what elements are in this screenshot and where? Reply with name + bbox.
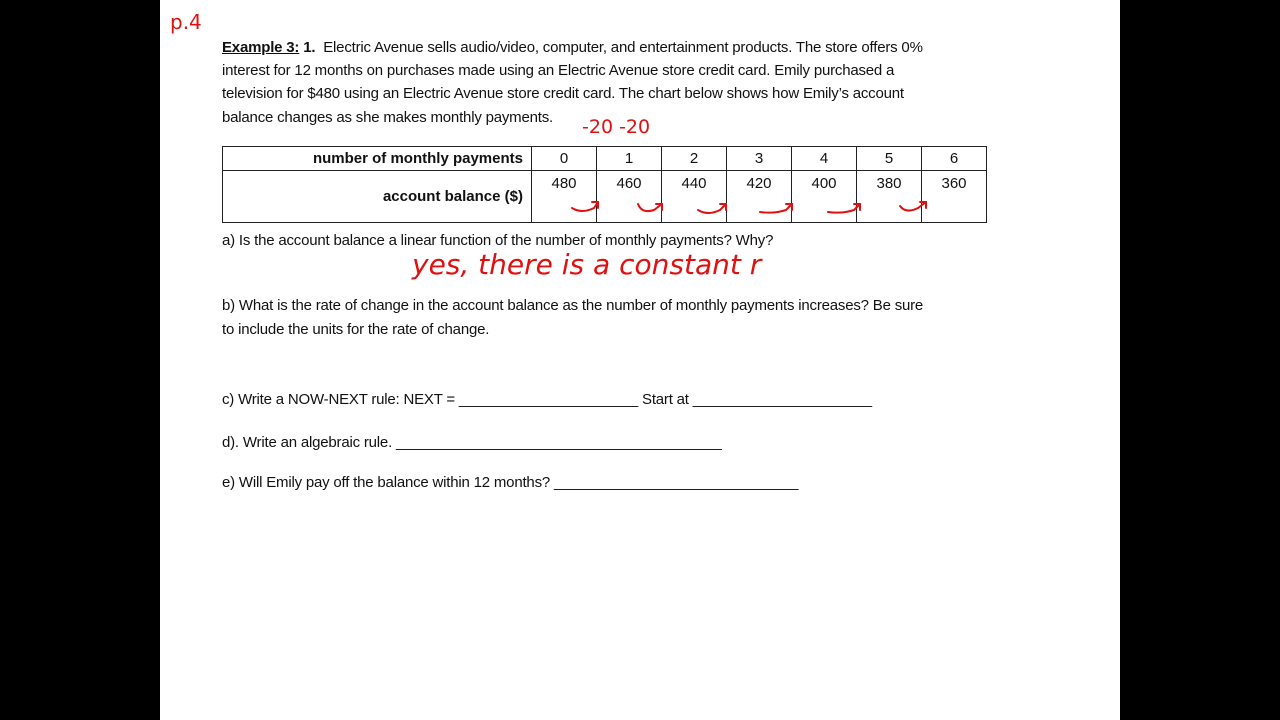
row-header: number of monthly payments (223, 147, 532, 171)
table-cell: 420 (727, 171, 792, 223)
question-d: d). Write an algebraic rule. ________________________________________ (222, 434, 722, 451)
question-a: a) Is the account balance a linear function of the number of monthly payments? Why? (222, 232, 774, 249)
table-cell: 3 (727, 147, 792, 171)
question-b-line-1: b) What is the rate of change in the account balance as the number of monthly payments increases? Be sure (222, 297, 924, 314)
table-cell: 1 (597, 147, 662, 171)
intro-line-4: balance changes as she makes monthly payments. (222, 109, 553, 126)
table-cell: 380 (857, 171, 922, 223)
table-cell: 4 (792, 147, 857, 171)
table-cell: 6 (922, 147, 987, 171)
table-cell: 2 (662, 147, 727, 171)
question-e: e) Will Emily pay off the balance within 12 months? ______________________________ (222, 474, 799, 491)
intro-text: Electric Avenue sells audio/video, computer, and entertainment products. The store offers 0% (323, 39, 923, 56)
table-cell: 480 (532, 171, 597, 223)
table-cell: 5 (857, 147, 922, 171)
row-header: account balance ($) (223, 171, 532, 223)
intro-line-2: interest for 12 months on purchases made using an Electric Avenue store credit card. Emily purchased a (222, 62, 895, 79)
table-cell: 440 (662, 171, 727, 223)
table-cell: 400 (792, 171, 857, 223)
question-c: c) Write a NOW-NEXT rule: NEXT = ______________________ Start at ______________________ (222, 391, 872, 408)
handwritten-answer-a: yes, there is a constant r (412, 248, 762, 281)
worksheet-page (160, 0, 1120, 720)
page-label: p.4 (170, 10, 202, 34)
example-heading: Example 3: (222, 39, 300, 56)
intro-line-3: television for $480 using an Electric Avenue store credit card. The chart below shows how Emily’s account (222, 85, 904, 102)
handwritten-differences: -20 -20 (582, 116, 651, 138)
problem-number: 1. (303, 39, 316, 56)
table-cell: 460 (597, 171, 662, 223)
table-cell: 360 (922, 171, 987, 223)
table-cell: 0 (532, 147, 597, 171)
question-b-line-2: to include the units for the rate of change. (222, 321, 490, 338)
handwritten-arrows (160, 0, 1120, 720)
